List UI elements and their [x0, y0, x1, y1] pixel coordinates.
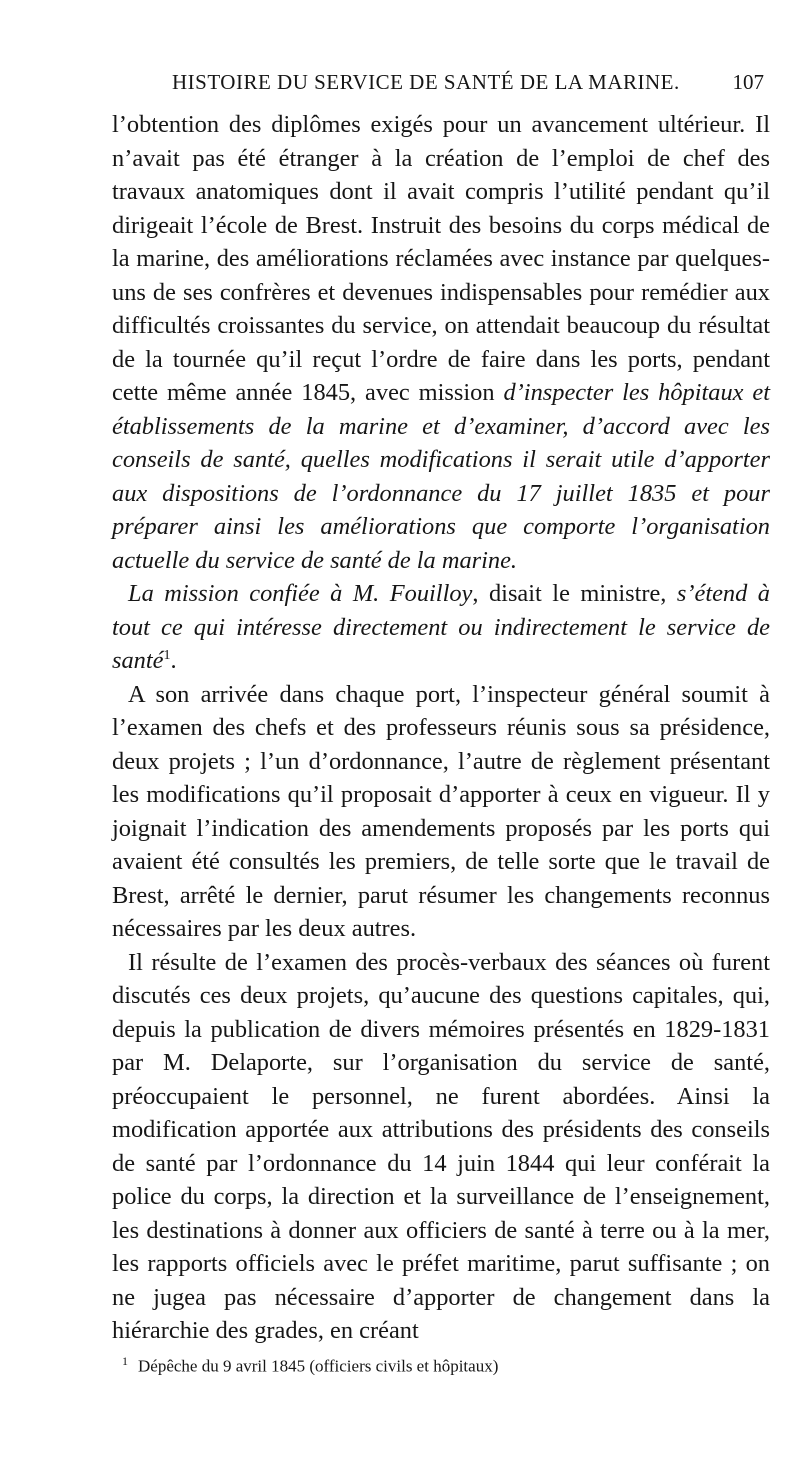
paragraph-4: Il résulte de l’examen des procès-verbaux des séances où furent discutés ces deux projets, qu’aucune des questions capitales, qui, depuis la publication de divers mémoires présentés en 1829-1831 par M. Delaporte, sur l’organisation du service de santé, préoccupaient le personnel, ne furent abordées. Ainsi la modification apportée aux attributions des présidents des conseils de santé par l’ordonnance du 14 juin 1844 qui leur conférait la police du corps, la direction et la surveillance de l’enseignement, les destinations à donner aux officiers de santé à terre ou à la mer, les rapports officiels avec le préfet maritime, parut suffisante ; on ne jugea pas nécessaire d’apporter de changement dans la hiérarchie des grades, en créant [112, 948, 770, 1344]
footnote-mark: 1 [122, 1354, 128, 1368]
footnote [122, 1354, 762, 1377]
page-number: 107 [732, 70, 764, 94]
paragraph-2-end: . [170, 647, 177, 674]
paragraph-2-text: , disait le ministre, [472, 580, 677, 607]
footnote-reference: 1 [163, 647, 171, 663]
paragraph-2-quote-a: La mission confiée à M. Fouilloy [128, 580, 473, 607]
paragraph-2-quote-b: s’étend à tout ce qui intéresse directement ou indirectement le service de santé [112, 580, 770, 674]
paragraph-1-quote: d’inspecter les hôpitaux et établissements de la marine et d’examiner, d’accord avec les conseils de santé, quelles modifications il serait utile d’apporter aux dispositions de l’ordonnance du 17 juillet 1835 et pour préparer ainsi les améliorations que comporte l’organisation actuelle du service de santé de la marine. [112, 379, 770, 574]
running-head [110, 70, 770, 100]
running-title: HISTOIRE DU SERVICE DE SANTÉ DE LA MARINE. [172, 70, 680, 94]
paragraph-1-text: l’obtention des diplômes exigés pour un avancement ultérieur. Il n’avait pas été étranger à la création de l’emploi de chef des travaux anatomiques dont il avait compris l’utilité pendant qu’il dirigeait l’école de Brest. Instruit des besoins du corps médical de la marine, des améliorations réclamées avec instance par quelques-uns de ses confrères et devenues indispensables pour remédier aux difficultés croissantes du service, on attendait beaucoup du résultat de la tournée qu’il reçut l’ordre de faire dans les ports, pendant cette même année 1845, avec mission [112, 111, 770, 406]
paragraph-3: A son arrivée dans chaque port, l’inspecteur général soumit à l’examen des chefs et des professeurs réunis sous sa présidence, deux projets ; l’un d’ordonnance, l’autre de règlement présentant les modifications qu’il proposait d’apporter à ceux en vigueur. Il y joignait l’indication des amendements proposés par les ports qui avaient été consultés les premiers, de telle sorte que le travail de Brest, arrêté le dernier, parut résumer les changements reconnus nécessaires par les deux autres. [112, 680, 770, 942]
paragraph-1 [112, 108, 770, 577]
paragraph-2 [112, 577, 770, 678]
footnote-text: Dépêche du 9 avril 1845 (officiers civils et hôpitaux) [138, 1356, 499, 1376]
body-text [112, 108, 770, 1348]
